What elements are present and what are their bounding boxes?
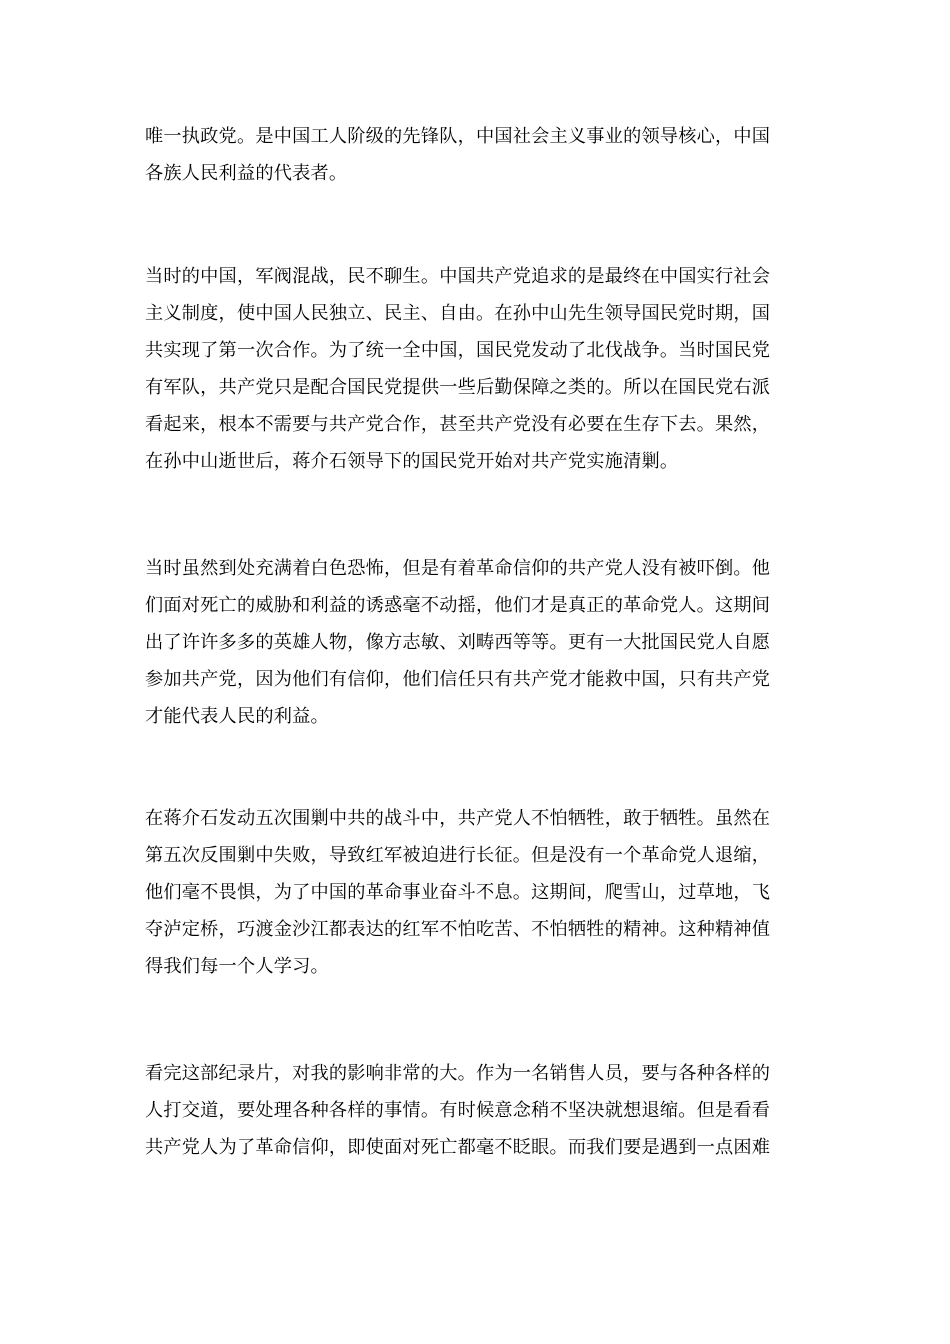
text-line: 看起来，根本不需要与共产党合作，甚至共产党没有必要在生存下去。果然， <box>145 414 771 435</box>
text-line: 唯一执政党。是中国工人阶级的先锋队，中国社会主义事业的领导核心，中国 <box>145 126 771 147</box>
text-line: 出了许许多多的英雄人物，像方志敏、刘畴西等等。更有一大批国民党人自愿 <box>145 632 771 653</box>
text-line: 看完这部纪录片，对我的影响非常的大。作为一名销售人员，要与各种各样的 <box>145 1063 771 1084</box>
text-line: 们面对死亡的威胁和利益的诱惑毫不动摇，他们才是真正的革命党人。这期间 <box>145 595 771 616</box>
text-line: 才能代表人民的利益。 <box>145 706 329 727</box>
paragraph-2 <box>145 258 810 480</box>
text-line: 当时虽然到处充满着白色恐怖，但是有着革命信仰的共产党人没有被吓倒。他 <box>145 558 771 579</box>
text-line: 他们毫不畏惧，为了中国的革命事业奋斗不息。这期间，爬雪山，过草地，飞 <box>145 882 771 903</box>
text-line: 第五次反围剿中失败，导致红军被迫进行长征。但是没有一个革命党人退缩， <box>145 845 771 866</box>
text-line: 在孙中山逝世后，蒋介石领导下的国民党开始对共产党实施清剿。 <box>145 451 679 472</box>
paragraph-5 <box>145 1055 810 1166</box>
text-line: 共产党人为了革命信仰，即使面对死亡都毫不眨眼。而我们要是遇到一点困难 <box>145 1137 771 1158</box>
text-line: 在蒋介石发动五次围剿中共的战斗中，共产党人不怕牺牲，敢于牺牲。虽然在 <box>145 808 771 829</box>
paragraph-1 <box>145 118 810 192</box>
text-line: 各族人民利益的代表者。 <box>145 163 348 184</box>
text-line: 当时的中国，军阀混战，民不聊生。中国共产党追求的是最终在中国实行社会 <box>145 266 771 287</box>
text-line: 夺泸定桥，巧渡金沙江都表达的红军不怕吃苦、不怕牺牲的精神。这种精神值 <box>145 919 771 940</box>
paragraph-3 <box>145 550 810 735</box>
text-line: 得我们每一个人学习。 <box>145 956 329 977</box>
paragraph-4 <box>145 800 810 985</box>
text-line: 主义制度，使中国人民独立、民主、自由。在孙中山先生领导国民党时期，国 <box>145 303 771 324</box>
text-line: 人打交道，要处理各种各样的事情。有时候意念稍不坚决就想退缩。但是看看 <box>145 1100 771 1121</box>
text-line: 有军队，共产党只是配合国民党提供一些后勤保障之类的。所以在国民党右派 <box>145 377 771 398</box>
text-line: 参加共产党，因为他们有信仰，他们信任只有共产党才能救中国，只有共产党 <box>145 669 771 690</box>
text-line: 共实现了第一次合作。为了统一全中国，国民党发动了北伐战争。当时国民党 <box>145 340 771 361</box>
